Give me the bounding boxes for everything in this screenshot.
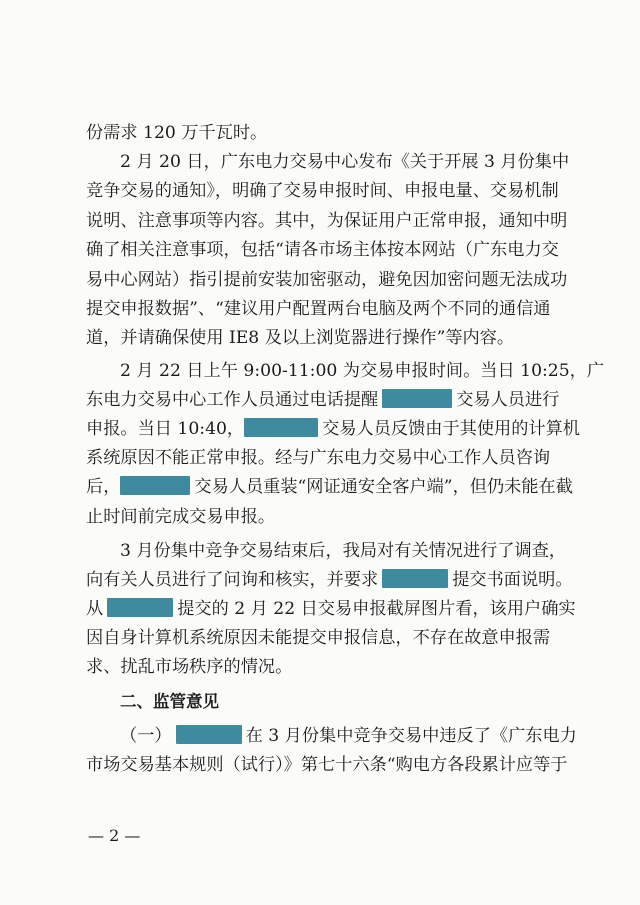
text-line bbox=[86, 210, 586, 232]
section-heading bbox=[120, 691, 586, 713]
text-span: 2 月 22 日上午 9:00-11:00 为交易申报时间。当日 10:25，广 bbox=[120, 361, 605, 381]
text-line bbox=[86, 122, 586, 144]
text-span: 向有关人员进行了问询和核实，并要求 bbox=[86, 570, 379, 590]
text-line bbox=[86, 239, 586, 261]
text-line bbox=[86, 418, 586, 440]
text-line bbox=[86, 269, 586, 291]
text-span: 竞争交易的通知》，明确了交易申报时间、申报电量、交易机制 bbox=[86, 181, 559, 201]
text-line bbox=[86, 598, 586, 620]
text-line bbox=[120, 540, 586, 562]
text-line bbox=[86, 180, 586, 202]
text-span: 确了相关注意事项，包括“请各市场主体按本网站（广东电力交 bbox=[86, 240, 559, 260]
text-span: 道，并请确保使用 IE8 及以上浏览器进行操作”等内容。 bbox=[86, 328, 515, 348]
text-span: 东电力交易中心工作人员通过电话提醒 bbox=[86, 390, 379, 410]
text-span: 2 月 20 日，广东电力交易中心发布《关于开展 3 月份集中 bbox=[120, 152, 570, 172]
text-line bbox=[86, 447, 586, 469]
text-span: 在 3 月份集中竞争交易中违反了《广东电力 bbox=[245, 726, 577, 746]
text-span: 系统原因不能正常申报。经与广东电力交易中心工作人员咨询 bbox=[86, 448, 551, 468]
text-line bbox=[86, 754, 586, 776]
text-span: 提交的 2 月 22 日交易申报截屏图片看，该用户确实 bbox=[177, 599, 576, 619]
redaction-block bbox=[176, 725, 242, 744]
text-span: 易中心网站）指引提前安装加密驱动，避免因加密问题无法成功 bbox=[86, 270, 568, 290]
text-span: （一） bbox=[120, 726, 172, 746]
text-span: 二、监管意见 bbox=[120, 692, 219, 711]
text-span: 交易人员重装“网证通安全客户端”，但仍未能在截 bbox=[194, 477, 573, 497]
text-line bbox=[120, 725, 586, 747]
text-line bbox=[86, 506, 586, 528]
text-line bbox=[120, 360, 605, 382]
text-span: 因自身计算机系统原因未能提交申报信息，不存在故意申报需 bbox=[86, 628, 551, 648]
text-span: 市场交易基本规则（试行）》第七十六条“购电方各段累计应等于 bbox=[86, 755, 568, 775]
text-line bbox=[86, 627, 586, 649]
text-span: 后， bbox=[86, 477, 121, 497]
text-span: 止时间前完成交易申报。 bbox=[86, 507, 276, 527]
text-line bbox=[86, 656, 586, 678]
text-span: 从 bbox=[86, 599, 104, 619]
text-span: 求、扰乱市场秩序的情况。 bbox=[86, 657, 293, 677]
text-span: 交易人员反馈由于其使用的计算机 bbox=[322, 419, 580, 439]
redaction-block bbox=[244, 418, 318, 437]
text-span: 申报。当日 10:40， bbox=[86, 419, 245, 439]
redaction-block bbox=[382, 569, 448, 588]
page-number: — 2 — bbox=[88, 826, 141, 845]
text-span: 提交申报数据”、“建议用户配置两台电脑及两个不同的通信通 bbox=[86, 299, 551, 319]
text-line bbox=[86, 389, 586, 411]
redaction-block bbox=[120, 476, 190, 495]
text-line bbox=[120, 151, 586, 173]
text-line bbox=[86, 476, 586, 498]
text-span: 说明、注意事项等内容。其中，为保证用户正常申报，通知中明 bbox=[86, 211, 568, 231]
text-line bbox=[86, 569, 586, 591]
text-line bbox=[86, 298, 586, 320]
text-span: 提交书面说明。 bbox=[452, 570, 573, 590]
text-line bbox=[86, 327, 586, 349]
text-span: 份需求 120 万千瓦时。 bbox=[86, 123, 268, 143]
redaction-block bbox=[107, 598, 173, 617]
redaction-block bbox=[382, 389, 452, 408]
text-span: 交易人员进行 bbox=[456, 390, 560, 410]
text-span: 3 月份集中竞争交易结束后，我局对有关情况进行了调查， bbox=[120, 541, 567, 561]
